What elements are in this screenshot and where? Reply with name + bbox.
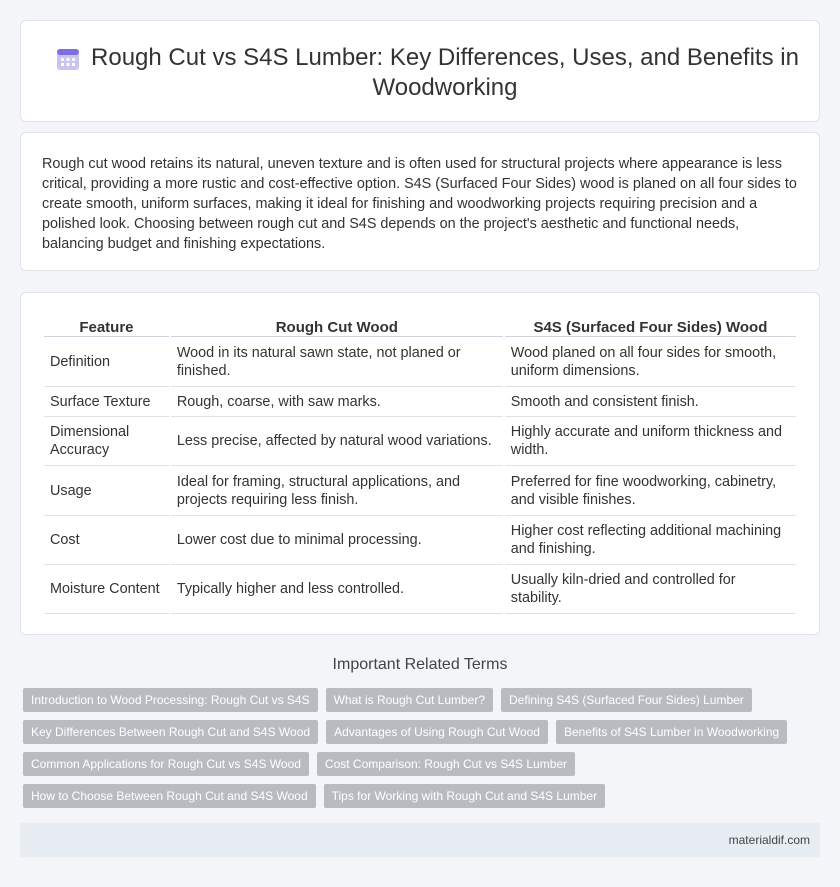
related-term-tag[interactable]: Introduction to Wood Processing: Rough Cut vs S4S [23, 688, 318, 712]
table-row [44, 387, 796, 417]
related-term-tag[interactable]: Common Applications for Rough Cut vs S4S Wood [23, 752, 309, 776]
feature-cell: Moisture Content [44, 565, 169, 614]
rough-cut-cell: Lower cost due to minimal processing. [171, 516, 503, 565]
footer [20, 823, 820, 857]
table-row [44, 565, 796, 614]
rough-cut-cell: Rough, coarse, with saw marks. [171, 387, 503, 417]
header-rough-cut: Rough Cut Wood [171, 313, 503, 337]
rough-cut-cell: Wood in its natural sawn state, not planed or finished. [171, 337, 503, 387]
title-card [20, 20, 820, 122]
related-terms-list [23, 688, 823, 816]
table-header-row [44, 313, 796, 337]
related-term-tag[interactable]: Key Differences Between Rough Cut and S4S Wood [23, 720, 318, 744]
intro-paragraph: Rough cut wood retains its natural, uneven texture and is often used for structural projects where appearance is less critical, providing a more rustic and cost-effective option. S4S (Surfaced Four Sides) wood is planed on all four sides to create smooth, uniform surfaces, making it ideal for finishing and woodworking projects requiring precision and a polished look. Choosing between rough cut and S4S depends on the project's aesthetic and functional needs, balancing budget and finishing expectations. [42, 156, 797, 252]
s4s-cell: Wood planed on all four sides for smooth, uniform dimensions. [505, 337, 796, 387]
calendar-grid-icon [55, 46, 81, 72]
feature-cell: Cost [44, 516, 169, 565]
header-feature: Feature [44, 313, 169, 337]
footer-site-name[interactable]: materialdif.com [728, 833, 810, 847]
table-row [44, 516, 796, 565]
related-terms-heading: Important Related Terms [332, 656, 508, 673]
comparison-table [42, 313, 798, 614]
header-s4s: S4S (Surfaced Four Sides) Wood [505, 313, 796, 337]
rough-cut-cell: Typically higher and less controlled. [171, 565, 503, 614]
related-term-tag[interactable]: How to Choose Between Rough Cut and S4S Wood [23, 784, 316, 808]
rough-cut-cell: Ideal for framing, structural applications, and projects requiring less finish. [171, 466, 503, 516]
related-term-tag[interactable]: Tips for Working with Rough Cut and S4S Lumber [324, 784, 605, 808]
related-term-tag[interactable]: Advantages of Using Rough Cut Wood [326, 720, 548, 744]
table-row [44, 466, 796, 516]
s4s-cell: Usually kiln-dried and controlled for stability. [505, 565, 796, 614]
feature-cell: Surface Texture [44, 387, 169, 417]
s4s-cell: Smooth and consistent finish. [505, 387, 796, 417]
feature-cell: Definition [44, 337, 169, 387]
s4s-cell: Preferred for fine woodworking, cabinetry, and visible finishes. [505, 466, 796, 516]
table-row [44, 337, 796, 387]
related-term-tag[interactable]: Cost Comparison: Rough Cut vs S4S Lumber [317, 752, 575, 776]
feature-cell: Dimensional Accuracy [44, 417, 169, 466]
related-term-tag[interactable]: What is Rough Cut Lumber? [326, 688, 493, 712]
comparison-table-card [20, 292, 820, 635]
feature-cell: Usage [44, 466, 169, 516]
rough-cut-cell: Less precise, affected by natural wood variations. [171, 417, 503, 466]
intro-card [20, 132, 820, 271]
s4s-cell: Highly accurate and uniform thickness and width. [505, 417, 796, 466]
s4s-cell: Higher cost reflecting additional machining and finishing. [505, 516, 796, 565]
related-term-tag[interactable]: Defining S4S (Surfaced Four Sides) Lumber [501, 688, 752, 712]
related-term-tag[interactable]: Benefits of S4S Lumber in Woodworking [556, 720, 787, 744]
page-title: Rough Cut vs S4S Lumber: Key Differences, Uses, and Benefits in Woodworking [91, 44, 799, 101]
table-row [44, 417, 796, 466]
